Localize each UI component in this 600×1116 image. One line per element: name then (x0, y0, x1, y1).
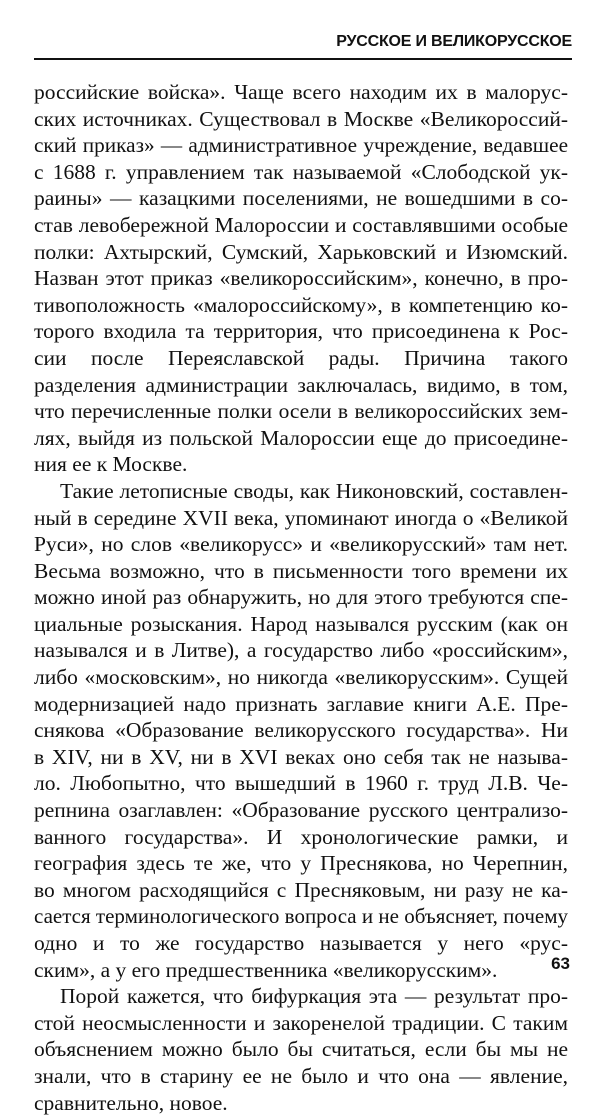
text-line: тивоположность «малороссийскому», в компетенцию ко- (34, 292, 568, 317)
text-line: модернизацией надо признать заглавие книги А.Е. Пре- (34, 691, 568, 716)
text-line: ский приказ» — административное учреждение, ведавшее (34, 133, 568, 158)
text-line: что перечисленные полки осели в великороссийских зем- (34, 399, 568, 424)
text-line: Такие летописные своды, как Никоновский, составлен- (60, 478, 568, 503)
text-line: российские войска». Чаще всего находим их в малорус- (34, 80, 568, 104)
text-line: став левобережной Малороссии и составлявшими особые (34, 212, 568, 237)
text-line: торого входила та территория, что присоединена к Рос- (34, 319, 568, 344)
text-line: можно иной раз обнаружить, но для этого требуются спе- (34, 585, 568, 610)
text-line: одно и то же государство называется у него «рус- (34, 931, 568, 955)
page-number-text: 63 (551, 954, 570, 973)
text-line: Весьма возможно, что в письменности того времени их (34, 558, 568, 583)
text-line: лях, выйдя из польской Малороссии еще до присоедине- (34, 425, 568, 450)
text-line: разделения администрации заключалась, видимо, в том, (34, 372, 568, 397)
text-line: сии после Переяславской рады. Причина такого (34, 345, 568, 370)
text-line: объяснением можно было бы считаться, если бы мы не (34, 1037, 568, 1062)
text-line: ских источниках. Существовал в Москве «Великороссий- (34, 106, 568, 131)
text-line: полки: Ахтырский, Сумский, Харьковский и Изюмский. (34, 239, 568, 264)
text-line: раины» — казацкими поселениями, не вошедшими в со- (34, 186, 568, 211)
text-line: ванного государства». И хронологические рамки, и (34, 824, 568, 849)
running-head (34, 30, 572, 60)
text-line: ло. Любопытно, что вышедший в 1960 г. труд Л.В. Че- (34, 771, 568, 796)
text-line: сравнительно, новое. (34, 1090, 228, 1115)
text-line: Порой кажется, что бифуркация эта — результат про- (60, 984, 568, 1009)
text-line: знали, что в старину ее не было и что она — явление, (34, 1063, 568, 1088)
text-line: снякова «Образование великорусского государства». Ни (34, 718, 568, 743)
page-number (551, 954, 570, 974)
text-block (34, 79, 568, 1116)
text-line: циальные розыскания. Народ назывался русским (как он (34, 611, 568, 636)
running-title: РУССКОЕ И ВЕЛИКОРУССКОЕ (336, 33, 572, 50)
text-line: репнина озаглавлен: «Образование русского централизо- (34, 798, 568, 823)
text-line: либо «московским», но никогда «великорусским». Сущей (34, 665, 568, 690)
text-line: Руси», но слов «великорусс» и «великорусский» там нет. (34, 532, 568, 557)
text-line: Назван этот приказ «великороссийским», конечно, в про- (34, 266, 568, 291)
text-line: с 1688 г. управлением так называемой «Слободской ук- (34, 159, 568, 184)
text-line: география здесь те же, что у Преснякова, но Черепнин, (34, 851, 568, 876)
text-line: ный в середине XVII века, упоминают иногда о «Великой (34, 505, 568, 530)
text-line: в XIV, ни в XV, ни в XVI веках оно себя так не называ- (34, 744, 568, 769)
text-line: ским», а у его предшественника «великорусским». (34, 957, 498, 982)
text-line: назывался и в Литве), а государство либо «российским», (34, 638, 568, 663)
text-line: стой неосмысленности и закоренелой традиции. С таким (34, 1010, 568, 1035)
text-line: во многом расходящийся с Пресняковым, ни разу не ка- (34, 877, 568, 902)
text-line: ния ее к Москве. (34, 452, 188, 477)
text-line: сается терминологического вопроса и не объясняет, почему (34, 904, 568, 929)
